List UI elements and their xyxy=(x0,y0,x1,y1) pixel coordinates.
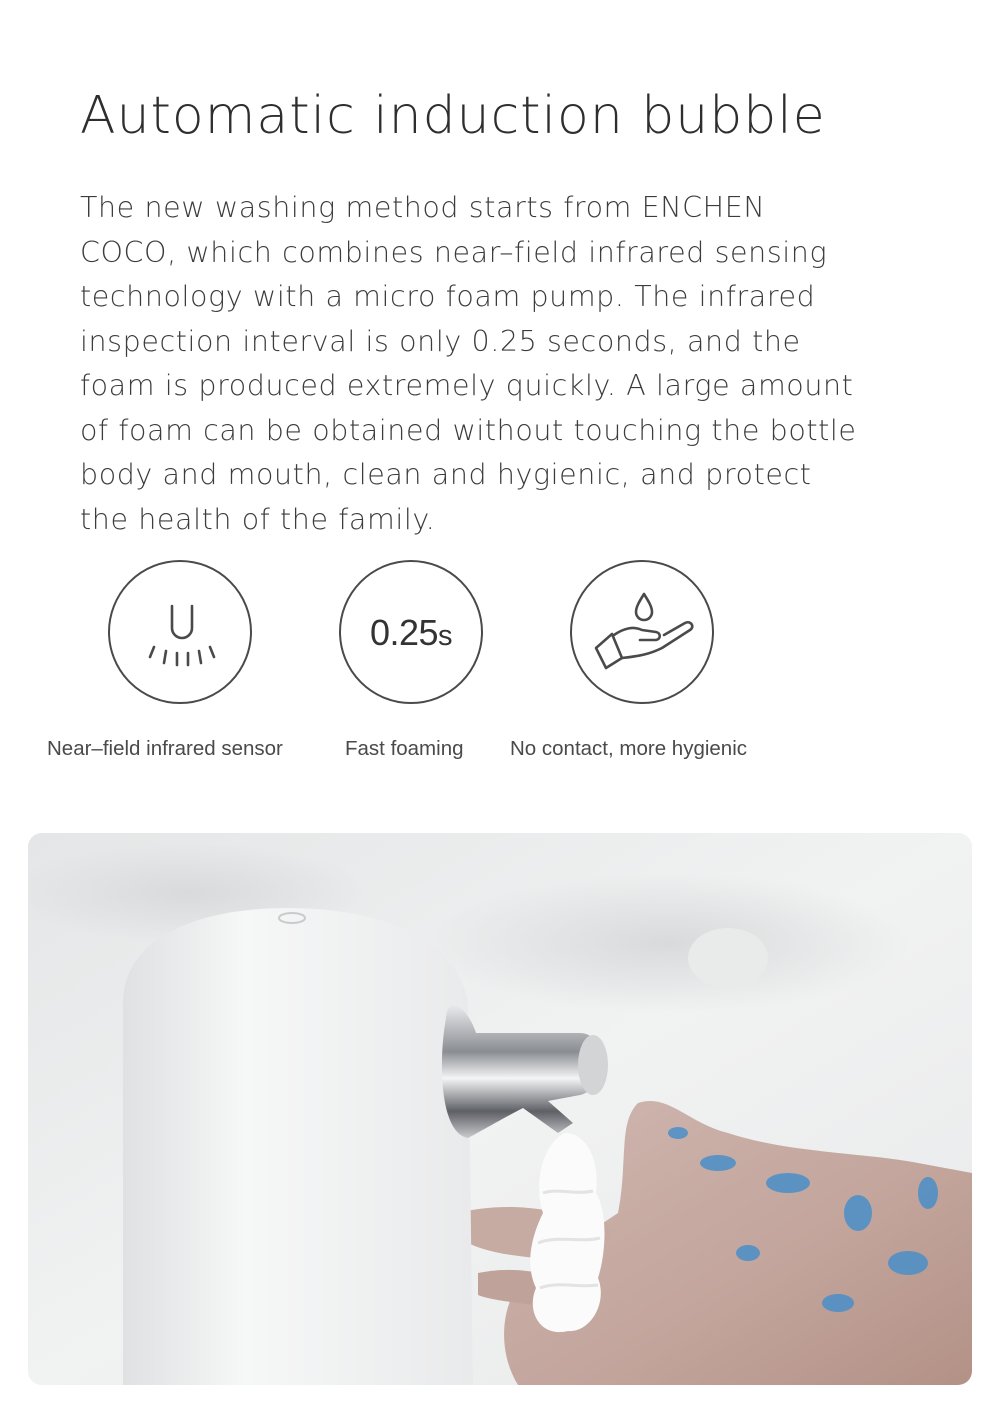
feature-sensor-badge xyxy=(108,560,252,704)
timer-value: 0.25 xyxy=(369,612,439,653)
description-line: body and mouth, clean and hygienic, and protect xyxy=(80,458,812,491)
description-line: of foam can be obtained without touching the bottle xyxy=(80,413,857,447)
caption-speed: Fast foaming xyxy=(345,737,464,760)
description-line: COCO, which combines near–field infrared sensing xyxy=(80,235,828,269)
description-line: The new washing method starts from ENCHEN xyxy=(80,191,766,224)
description-line: technology with a micro foam pump. The infrared xyxy=(80,280,816,313)
timer-unit: s xyxy=(438,620,453,652)
description-line: the health of the family. xyxy=(80,502,436,536)
hand-drop-icon xyxy=(572,562,712,702)
headline: Automatic induction bubble xyxy=(80,86,826,146)
timer-readout xyxy=(341,612,481,654)
feature-speed-badge xyxy=(339,560,483,704)
caption-hygiene: No contact, more hygienic xyxy=(510,737,748,760)
feature-hygiene-badge xyxy=(570,560,714,704)
dispenser-illustration xyxy=(28,833,972,1385)
infrared-sensor-icon xyxy=(110,562,250,702)
description-line: inspection interval is only 0.25 seconds, and the xyxy=(80,324,801,358)
product-photo xyxy=(28,833,972,1385)
caption-sensor: Near–field infrared sensor xyxy=(47,737,283,760)
description xyxy=(80,186,940,542)
description-line: foam is produced extremely quickly. A large amount xyxy=(80,369,854,402)
